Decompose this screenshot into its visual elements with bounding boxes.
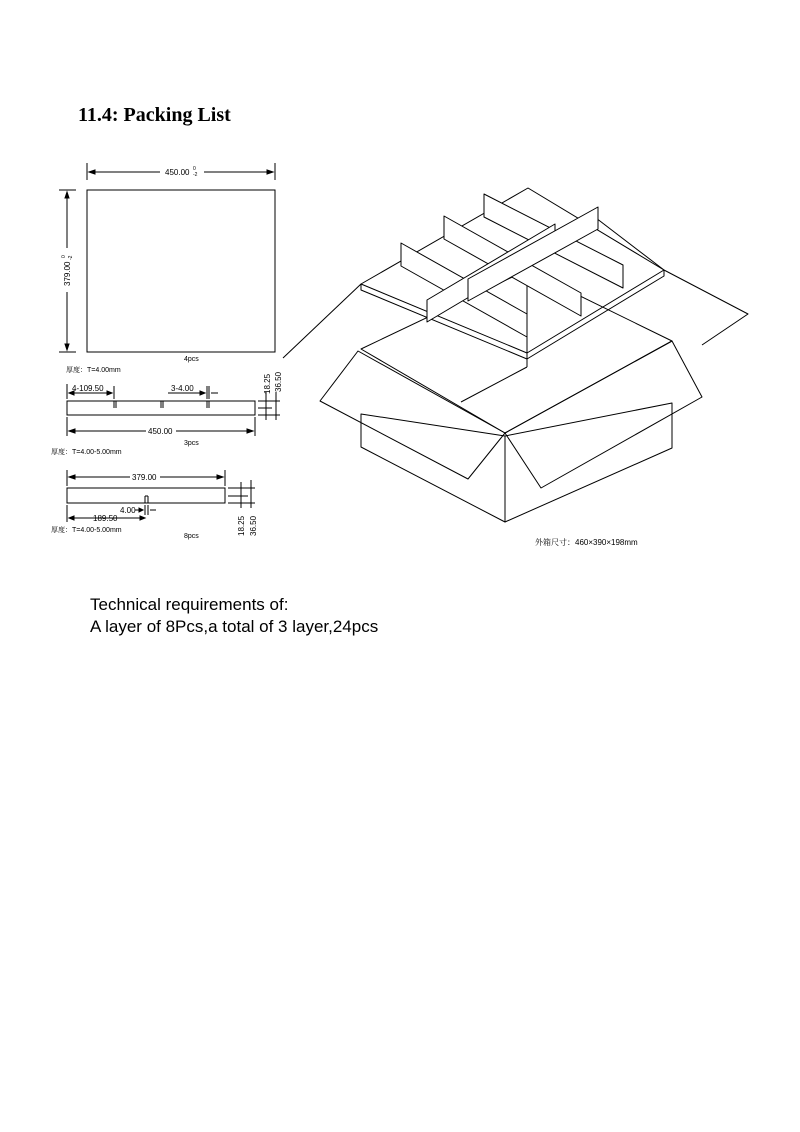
board-height-label: 379.00 [63,261,72,286]
long-divider-qty: 3pcs [184,440,199,447]
board-thickness: 厚度：T=4.00mm [66,367,121,374]
board-width-tol-top: 0 [193,166,196,172]
long-divider-thickness: 厚度：T=4.00-5.00mm [51,449,122,456]
carton-drawing [283,188,748,522]
board-qty: 4pcs [184,356,199,363]
long-divider-height: 36.50 [274,371,283,392]
technical-requirements-title: Technical requirements of: [90,595,289,614]
long-divider-slot-spacing: 4-109.50 [72,384,104,393]
short-divider-thickness: 厚度：T=4.00-5.00mm [51,527,122,534]
board-height-tol-bottom: -2 [68,255,74,260]
long-divider-length: 450.00 [148,427,173,436]
short-divider-slot-width: 4.00 [120,506,136,515]
board-height-tol-top: 0 [61,255,67,258]
technical-requirements-detail: A layer of 8Pcs,a total of 3 layer,24pcs [90,617,379,636]
board-width-tol-bottom: -2 [193,172,198,178]
long-divider-slot-width: 3-4.00 [171,384,194,393]
technical-requirements [90,594,378,638]
board-outline [87,190,275,352]
short-divider-height: 36.50 [249,515,258,536]
board-drawing [59,163,275,352]
long-divider-slot-depth: 18.25 [263,373,272,394]
short-divider-slot-position: 189.50 [93,514,118,523]
board-width-label: 450.00 [165,168,190,177]
short-divider-slot-depth: 18.25 [237,515,246,536]
carton-caption: 外箱尺寸：460×390×198mm [535,538,638,547]
section-heading: 11.4: Packing List [78,104,231,126]
short-divider-length: 379.00 [132,473,157,482]
short-divider-qty: 8pcs [184,533,199,540]
